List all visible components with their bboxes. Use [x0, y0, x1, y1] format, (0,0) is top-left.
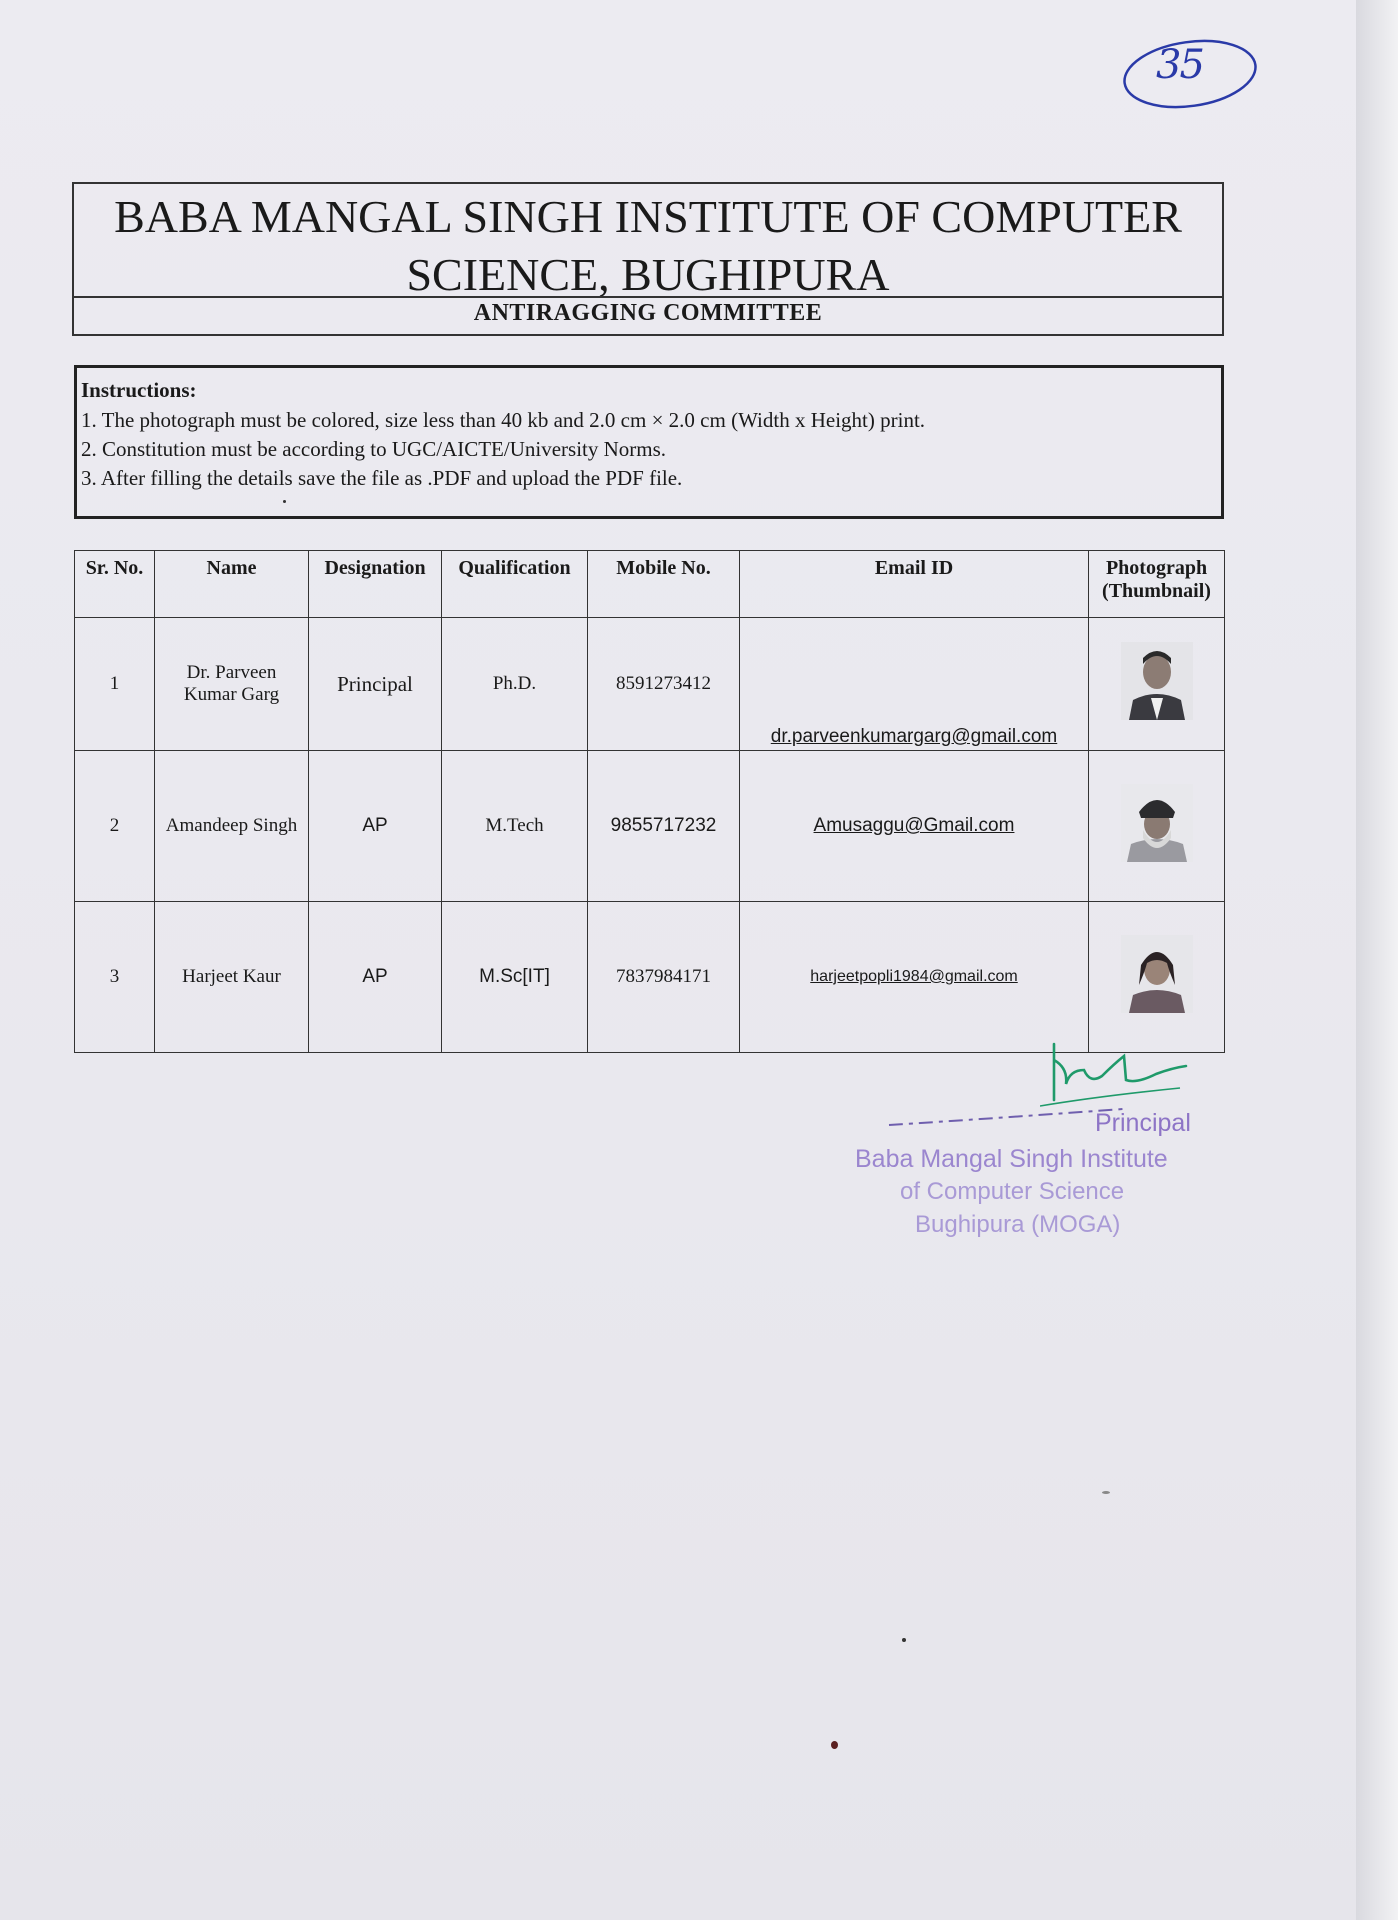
stamp-institute-line-1: Baba Mangal Singh Institute: [855, 1145, 1168, 1173]
cell-name: Amandeep Singh: [155, 751, 309, 902]
cell-name-line-2: Kumar Garg: [183, 684, 280, 705]
institute-title-line-1: BABA MANGAL SINGH INSTITUTE OF COMPUTER: [114, 191, 1182, 242]
header-qualification: Qualification: [442, 551, 588, 618]
header-divider: [74, 296, 1222, 298]
email-link[interactable]: harjeetpopli1984@gmail.com: [810, 968, 1018, 985]
committee-members-table: [74, 550, 1225, 1053]
member-photo-thumbnail: [1121, 642, 1193, 720]
email-link[interactable]: Amusaggu@Gmail.com: [813, 815, 1015, 836]
stamp-designation: Principal: [1095, 1109, 1191, 1137]
cell-mobile: 9855717232: [588, 751, 740, 902]
scan-speck: [1102, 1491, 1110, 1494]
principal-signature: [1040, 1040, 1190, 1110]
header-name: Name: [155, 551, 309, 618]
table-header-row: [75, 551, 1225, 618]
cell-sr-no: 2: [75, 751, 155, 902]
header-sr-no: Sr. No.: [75, 551, 155, 618]
member-photo-thumbnail: [1121, 784, 1193, 862]
institute-stamp: [845, 1105, 1215, 1245]
committee-title: ANTIRAGGING COMMITTEE: [473, 300, 823, 326]
cell-mobile: 7837984171: [588, 902, 740, 1053]
cell-email: [740, 751, 1089, 902]
cell-email: [740, 618, 1089, 751]
instructions-box: [74, 365, 1224, 519]
cell-photograph: [1089, 751, 1225, 902]
cell-qualification: M.Sc[IT]: [442, 902, 588, 1053]
header-designation: Designation: [309, 551, 442, 618]
instruction-line: 2. Constitution must be according to UGC/AICTE/University Norms.: [81, 437, 667, 461]
cell-name: Harjeet Kaur: [155, 902, 309, 1053]
cell-sr-no: 3: [75, 902, 155, 1053]
table-row: [75, 618, 1225, 751]
cell-mobile: 8591273412: [588, 618, 740, 751]
document-header: [72, 182, 1224, 336]
instruction-line: 3. After filling the details save the file as .PDF and upload the PDF file.: [81, 466, 683, 490]
header-email: Email ID: [740, 551, 1089, 618]
cell-photograph: [1089, 618, 1225, 751]
cell-designation: AP: [309, 902, 442, 1053]
cell-designation: AP: [309, 751, 442, 902]
page-number-text: 35: [1156, 42, 1203, 88]
instructions-heading: Instructions:: [81, 378, 197, 402]
cell-designation: Principal: [309, 618, 442, 751]
header-photograph-line-1: Photograph: [1105, 557, 1208, 579]
page-number-mark: [1118, 32, 1260, 116]
stamp-location: Bughipura (MOGA): [915, 1211, 1121, 1238]
scan-speck: [831, 1741, 838, 1749]
stamp-institute-line-2: of Computer Science: [900, 1178, 1125, 1205]
header-photograph: [1089, 551, 1225, 618]
email-link[interactable]: dr.parveenkumargarg@gmail.com: [770, 726, 1058, 747]
cell-qualification: Ph.D.: [442, 618, 588, 751]
cell-email: [740, 902, 1089, 1053]
header-photograph-line-2: (Thumbnail): [1102, 580, 1211, 602]
cell-name: [155, 618, 309, 751]
cell-qualification: M.Tech: [442, 751, 588, 902]
institute-title-line-2: SCIENCE, BUGHIPURA: [406, 249, 890, 300]
member-photo-thumbnail: [1121, 935, 1193, 1013]
cell-name-line-1: Dr. Parveen: [186, 662, 277, 683]
scan-speck: [283, 500, 286, 503]
scan-speck: [902, 1638, 906, 1642]
table-row: [75, 902, 1225, 1053]
header-mobile: Mobile No.: [588, 551, 740, 618]
scan-edge: [1356, 0, 1398, 1920]
cell-sr-no: 1: [75, 618, 155, 751]
cell-photograph: [1089, 902, 1225, 1053]
institute-title: [74, 188, 1222, 304]
instruction-line: 1. The photograph must be colored, size less than 40 kb and 2.0 cm × 2.0 cm (Width x Height) print.: [81, 408, 926, 432]
table-row: [75, 751, 1225, 902]
